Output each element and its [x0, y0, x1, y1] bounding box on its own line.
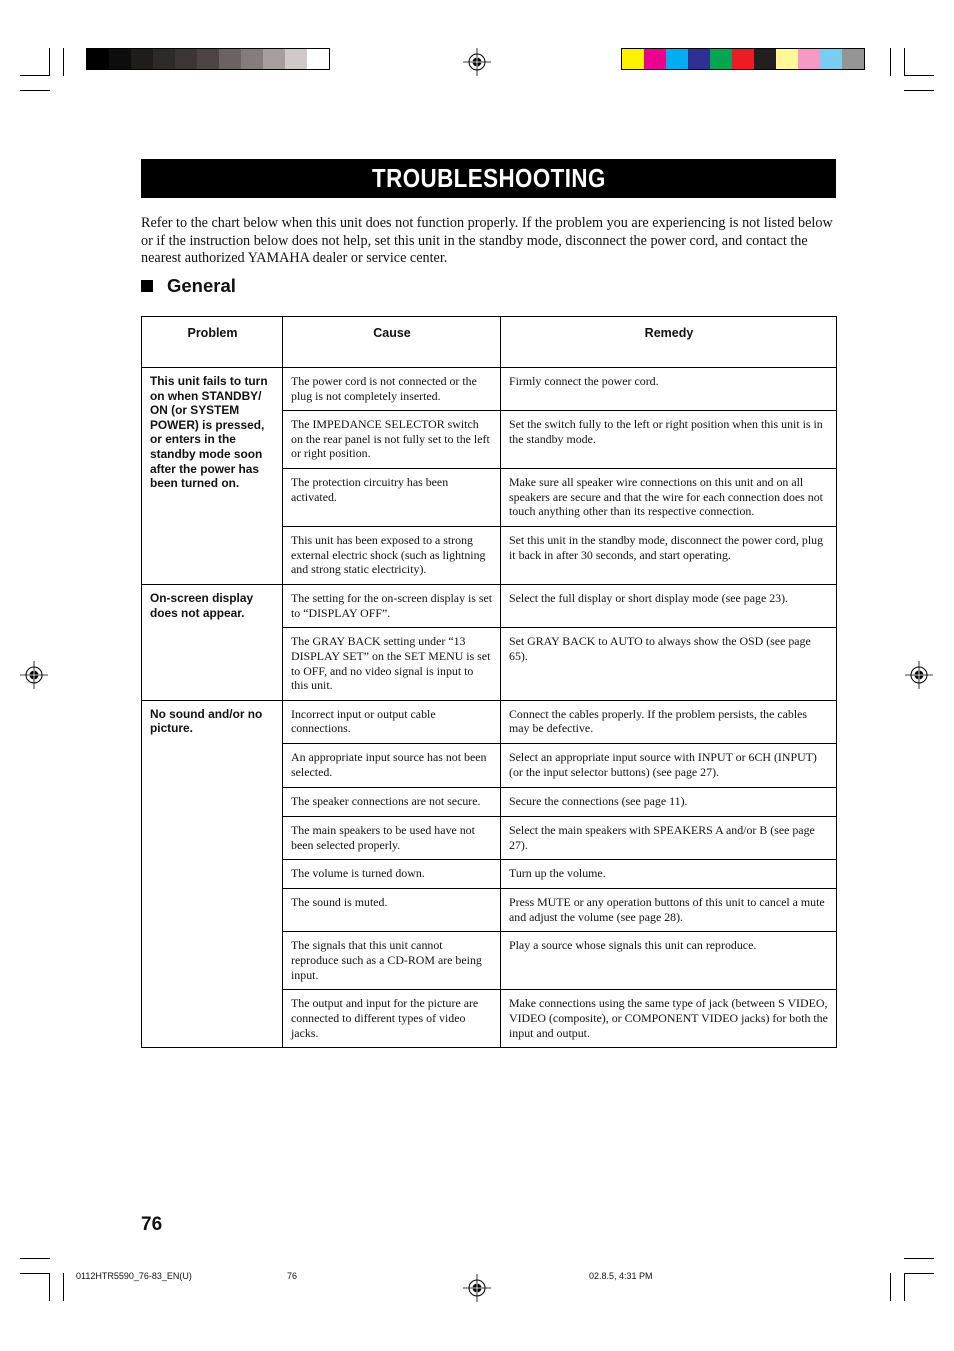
cause-cell: The protection circuitry has been activated. [283, 469, 501, 527]
remedy-cell: Connect the cables properly. If the problem persists, the cables may be defective. [501, 700, 837, 743]
remedy-cell: Select an appropriate input source with INPUT or 6CH (INPUT) (or the input selector buttons) (see page 27). [501, 743, 837, 787]
color-swatch [285, 49, 307, 69]
color-swatch [263, 49, 285, 69]
color-swatch [798, 49, 820, 69]
table-row [142, 585, 837, 628]
color-swatch [754, 49, 776, 69]
remedy-cell: Select the main speakers with SPEAKERS A and/or B (see page 27). [501, 816, 837, 859]
cause-cell: Incorrect input or output cable connections. [283, 700, 501, 743]
table-row [142, 368, 837, 411]
remedy-cell: Press MUTE or any operation buttons of this unit to cancel a mute and adjust the volume (see page 28). [501, 889, 837, 932]
registration-mark-icon [463, 48, 491, 76]
color-swatch [688, 49, 710, 69]
footer-page: 76 [287, 1271, 298, 1281]
color-swatch [732, 49, 754, 69]
cause-cell: The volume is turned down. [283, 860, 501, 889]
crop-mark [904, 1258, 934, 1259]
crop-mark [49, 48, 50, 76]
footer-timestamp: 02.8.5, 4:31 PM [589, 1271, 653, 1281]
cause-cell: An appropriate input source has not been selected. [283, 743, 501, 787]
cause-cell: The main speakers to be used have not been selected properly. [283, 816, 501, 859]
remedy-cell: Set GRAY BACK to AUTO to always show the OSD (see page 65). [501, 628, 837, 700]
column-header-remedy: Remedy [501, 317, 837, 368]
color-swatch [666, 49, 688, 69]
remedy-cell: Select the full display or short display mode (see page 23). [501, 585, 837, 628]
column-header-problem: Problem [142, 317, 283, 368]
cause-cell: The setting for the on-screen display is set to “DISPLAY OFF”. [283, 585, 501, 628]
crop-mark [20, 1273, 50, 1274]
remedy-cell: Secure the connections (see page 11). [501, 787, 837, 816]
square-bullet-icon [141, 280, 153, 292]
footer-doc-code: 0112HTR5590_76-83_EN(U) [76, 1271, 192, 1281]
registration-mark-icon [463, 1274, 491, 1302]
cause-cell: The output and input for the picture are connected to different types of video jacks. [283, 990, 501, 1048]
crop-mark [63, 48, 64, 76]
table-row [142, 700, 837, 743]
remedy-cell: Make sure all speaker wire connections on this unit and on all speakers are secure and that the wire for each connection does not touch anything other than its respective connection. [501, 469, 837, 527]
color-swatch [820, 49, 842, 69]
color-swatch [644, 49, 666, 69]
color-swatch [307, 49, 329, 69]
cause-cell: This unit has been exposed to a strong external electric shock (such as lightning and strong static electricity). [283, 527, 501, 585]
color-swatch [776, 49, 798, 69]
color-swatch [241, 49, 263, 69]
crop-mark [20, 90, 50, 91]
page-number: 76 [141, 1214, 163, 1235]
table-header-row [142, 317, 837, 368]
crop-mark [63, 1273, 64, 1301]
section-heading [141, 275, 236, 297]
crop-mark [904, 90, 934, 91]
gray-swatch-bar [86, 48, 330, 70]
remedy-cell: Play a source whose signals this unit can reproduce. [501, 932, 837, 990]
color-swatch [87, 49, 109, 69]
page-title: TROUBLESHOOTING [371, 163, 606, 193]
problem-cell: On-screen display does not appear. [142, 585, 283, 701]
color-swatch [109, 49, 131, 69]
crop-mark [20, 1258, 50, 1259]
color-swatch [622, 49, 644, 69]
color-swatch [131, 49, 153, 69]
section-title: General [167, 275, 236, 296]
cause-cell: The IMPEDANCE SELECTOR switch on the rear panel is not fully set to the left or right position. [283, 411, 501, 469]
page-title-bar [141, 159, 836, 198]
crop-mark [20, 75, 50, 76]
cause-cell: The speaker connections are not secure. [283, 787, 501, 816]
crop-mark [904, 48, 905, 76]
troubleshooting-table [141, 316, 837, 1048]
column-header-cause: Cause [283, 317, 501, 368]
color-swatch [710, 49, 732, 69]
color-swatch [175, 49, 197, 69]
registration-mark-icon [20, 661, 48, 689]
cause-cell: The sound is muted. [283, 889, 501, 932]
problem-cell: This unit fails to turn on when STANDBY/ ON (or SYSTEM POWER) is pressed, or enters in the standby mode soon after the power has been turned on. [142, 368, 283, 585]
intro-paragraph: Refer to the chart below when this unit does not function properly. If the problem you are experiencing is not listed below or if the instruction below does not help, set this unit in the standby mode, disconnect the power cord, and contact the nearest authorized YAMAHA dealer or service center. [141, 215, 833, 266]
crop-mark [890, 48, 891, 76]
cause-cell: The GRAY BACK setting under “13 DISPLAY SET” on the SET MENU is set to OFF, and no video signal is input to this unit. [283, 628, 501, 700]
color-swatch [842, 49, 864, 69]
crop-mark [904, 75, 934, 76]
remedy-cell: Make connections using the same type of jack (between S VIDEO, VIDEO (composite), or COMPONENT VIDEO jacks) for both the input and output. [501, 990, 837, 1048]
crop-mark [904, 1273, 905, 1301]
crop-mark [890, 1273, 891, 1301]
remedy-cell: Firmly connect the power cord. [501, 368, 837, 411]
problem-cell: No sound and/or no picture. [142, 700, 283, 1047]
remedy-cell: Set the switch fully to the left or right position when this unit is in the standby mode. [501, 411, 837, 469]
color-swatch [153, 49, 175, 69]
color-swatch [219, 49, 241, 69]
color-swatch [197, 49, 219, 69]
remedy-cell: Set this unit in the standby mode, disconnect the power cord, plug it back in after 30 seconds, and start operating. [501, 527, 837, 585]
remedy-cell: Turn up the volume. [501, 860, 837, 889]
registration-mark-icon [905, 661, 933, 689]
crop-mark [904, 1273, 934, 1274]
crop-mark [49, 1273, 50, 1301]
color-swatch-bar [621, 48, 865, 70]
cause-cell: The signals that this unit cannot reproduce such as a CD-ROM are being input. [283, 932, 501, 990]
cause-cell: The power cord is not connected or the plug is not completely inserted. [283, 368, 501, 411]
